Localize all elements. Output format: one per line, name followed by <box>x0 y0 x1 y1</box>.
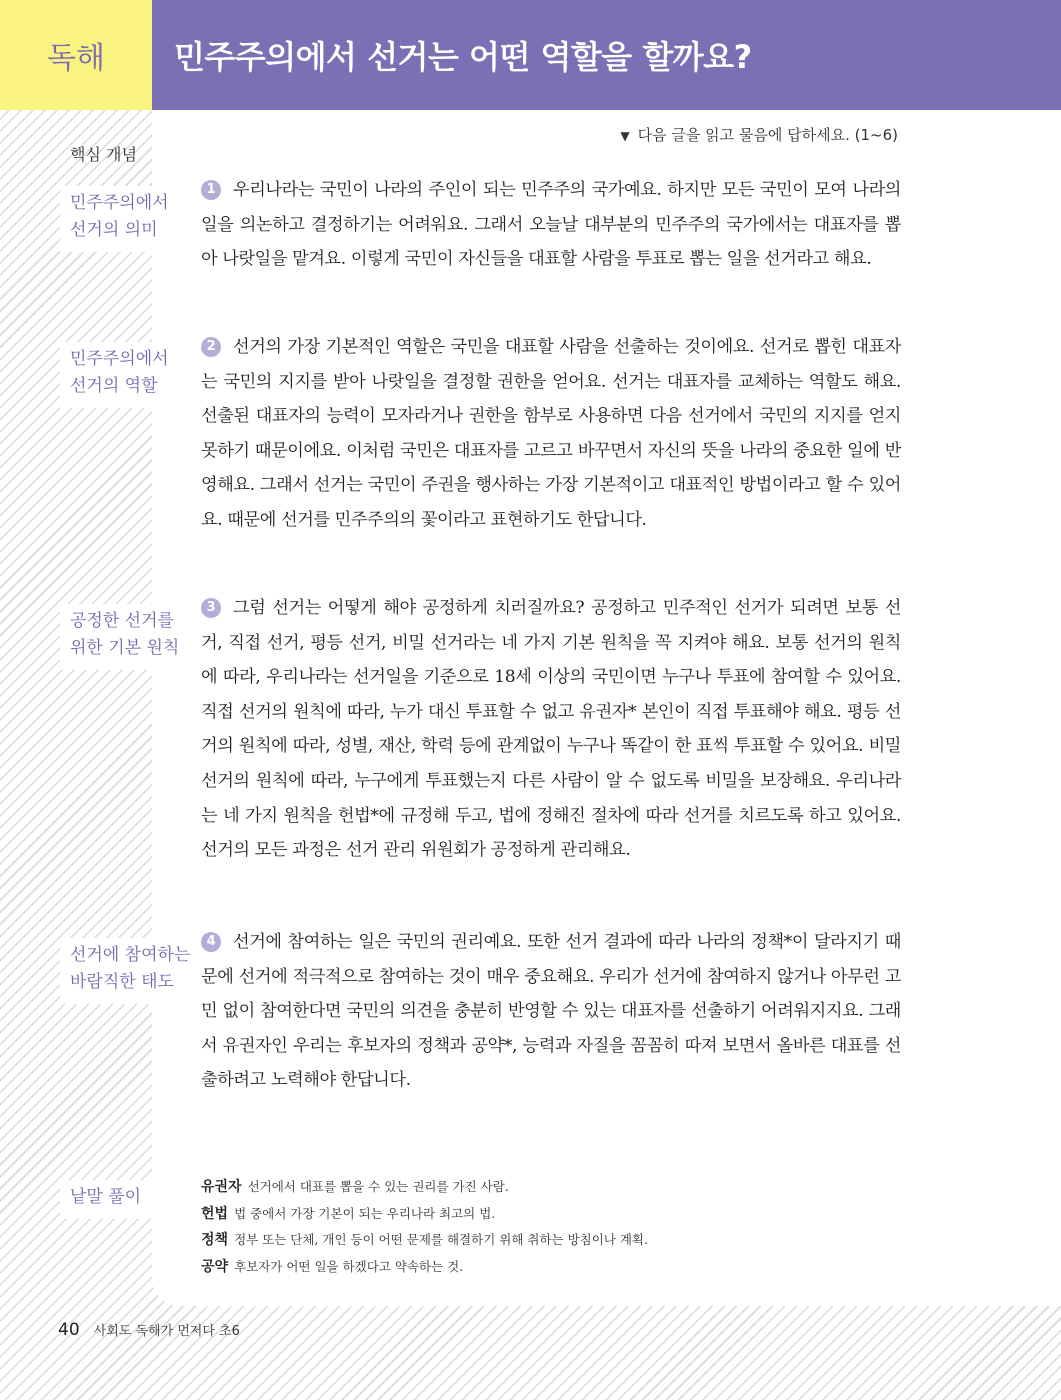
paragraph-number-badge: 1 <box>201 180 221 200</box>
glossary-term: 헌법 <box>201 1205 229 1222</box>
glossary-item <box>201 1174 921 1201</box>
glossary-term: 공약 <box>201 1258 229 1275</box>
paragraph-3 <box>201 591 901 868</box>
glossary-definition: 후보자가 어떤 일을 하겠다고 약속하는 것. <box>234 1258 464 1274</box>
concept-label-2: 민주주의에서 선거의 역할 <box>60 342 184 408</box>
page-number: 40 <box>58 1320 80 1340</box>
glossary-title: 낱말 풀이 <box>60 1180 184 1219</box>
paragraph-4 <box>201 925 901 1098</box>
paragraph-1 <box>201 173 901 277</box>
paragraph-number-badge: 3 <box>201 598 221 618</box>
paragraph-number-badge: 4 <box>201 932 221 952</box>
header-bar <box>152 0 1061 110</box>
glossary-term: 정책 <box>201 1232 229 1248</box>
glossary-item <box>201 1254 921 1281</box>
glossary-definition: 정부 또는 단체, 개인 등이 어떤 문제를 해결하기 위해 취하는 방침이나 계획. <box>234 1232 648 1247</box>
book-title: 사회도 독해가 먼저다 초6 <box>93 1324 240 1339</box>
paragraph-number-badge: 2 <box>201 337 221 357</box>
concept-label-1: 민주주의에서 선거의 의미 <box>60 186 184 252</box>
concept-label-4: 선거에 참여하는 바람직한 태도 <box>60 938 184 1004</box>
paragraph-text: 그럼 선거는 어떻게 해야 공정하게 치러질까요? 공정하고 민주적인 선거가 되려면 보통 선거, 직접 선거, 평등 선거, 비밀 선거라는 네 가지 기본 원칙을 꼭 지켜야 해요. 보통 선거의 원칙에 따라, 우리나라는 선거일을 기준으로 18세 이상의 국민이면 누구나 투표에 참여할 수 있어요. 직접 선거의 원칙에 따라, 누가 대신 투표할 수 없고 유권자* 본인이 직접 투표해야 해요. 평등 선거의 원칙에 따라, 성별, 재산, 학력 등에 관계없이 누구나 똑같이 한 표씩 투표할 수 있어요. 비밀 선거의 원칙에 따라, 누구에게 투표했는지 다른 사람이 알 수 없도록 비밀을 보장해요. 우리나라는 네 가지 원칙을 헌법*에 규정해 두고, 법에 정해진 절차에 따라 선거를 치르도록 하고 있어요. 선거의 모든 과정은 선거 관리 위원회가 공정하게 관리해요. <box>201 598 901 861</box>
paragraph-text: 우리나라는 국민이 나라의 주인이 되는 민주주의 국가예요. 하지만 모든 국민이 모여 나라의 일을 의논하고 결정하기는 어려워요. 그래서 오늘날 대부분의 민주주의 국가에서는 대표자를 뽑아 나랏일을 맡겨요. 이렇게 국민이 자신들을 대표할 사람을 투표로 뽑는 일을 선거라고 해요. <box>201 180 901 270</box>
paragraph-text: 선거의 가장 기본적인 역할은 국민을 대표할 사람을 선출하는 것이에요. 선거로 뽑힌 대표자는 국민의 지지를 받아 나랏일을 결정할 권한을 얻어요. 선거는 대표자를 교체하는 역할도 해요. 선출된 대표자의 능력이 모자라거나 권한을 함부로 사용하면 다음 선거에서 국민의 지지를 얻지 못하기 때문이에요. 이처럼 국민은 대표자를 고르고 바꾸면서 자신의 뜻을 나라의 중요한 일에 반영해요. 그래서 선거는 국민이 주권을 행사하는 가장 기본적이고 대표적인 방법이라고 할 수 있어요. 때문에 선거를 민주주의의 꽃이라고 표현하기도 한답니다. <box>201 337 901 530</box>
concepts-title: 핵심 개념 <box>70 145 137 164</box>
glossary-term: 유권자 <box>201 1179 242 1195</box>
paragraph-text: 선거에 참여하는 일은 국민의 권리예요. 또한 선거 결과에 따라 나라의 정책*이 달라지기 때문에 선거에 적극적으로 참여하는 것이 매우 중요해요. 우리가 선거에 참여하지 않거나 아무런 고민 없이 참여한다면 국민의 의견을 충분히 반영할 수 있는 대표자를 선출하기 어려워지지요. 그래서 유권자인 우리는 후보자의 정책과 공약*, 능력과 자질을 꼼꼼히 따져 보면서 올바른 대표를 선출하려고 노력해야 한답니다. <box>201 932 901 1091</box>
triangle-down-icon: ▼ <box>620 129 630 143</box>
glossary-definition: 법 중에서 가장 기본이 되는 우리나라 최고의 법. <box>234 1205 496 1221</box>
section-tab-label: 독해 <box>47 41 105 76</box>
glossary-definition: 선거에서 대표를 뽑을 수 있는 권리를 가진 사람. <box>247 1179 509 1194</box>
footer <box>58 1320 240 1340</box>
page-title: 민주주의에서 선거는 어떤 역할을 할까요? <box>174 38 752 76</box>
section-tab <box>0 0 152 110</box>
instruction <box>620 124 898 145</box>
glossary-item <box>201 1227 921 1254</box>
concept-label-3: 공정한 선거를 위한 기본 원칙 <box>60 604 184 670</box>
glossary-item <box>201 1201 921 1228</box>
glossary <box>201 1174 921 1280</box>
instruction-text: 다음 글을 읽고 물음에 답하세요. (1~6) <box>637 126 898 144</box>
paragraph-2 <box>201 330 901 538</box>
